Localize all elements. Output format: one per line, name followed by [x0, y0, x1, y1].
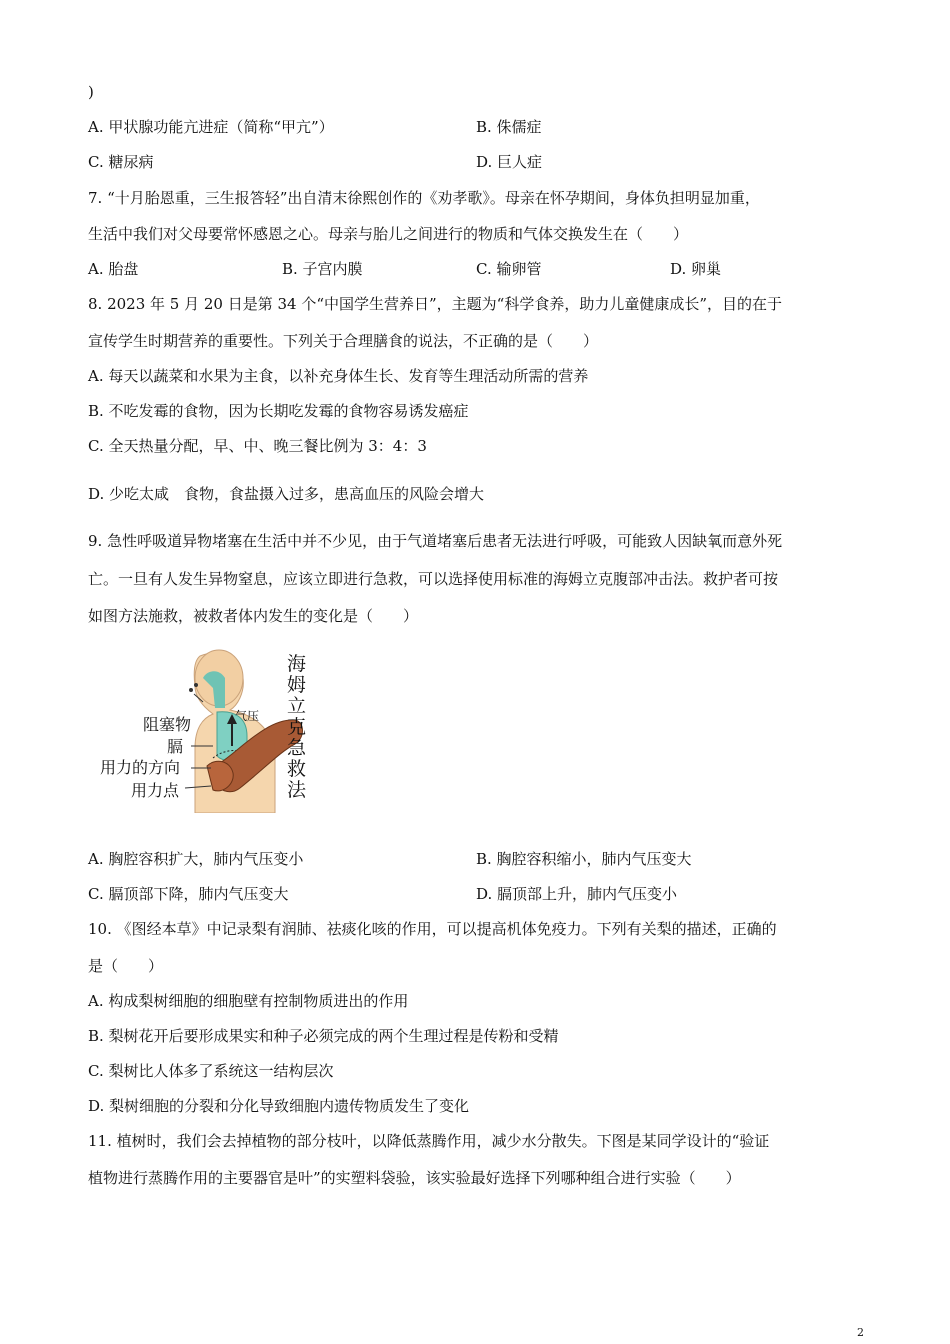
- q8-stem-line2: 宣传学生时期营养的重要性。下列关于合理膳食的说法，不正确的是（ ）: [88, 332, 599, 350]
- fig-label-point: 用力点: [131, 781, 180, 800]
- q6-option-b: B. 侏儒症: [476, 118, 542, 136]
- q8-option-c: C. 全天热量分配，早、中、晚三餐比例为 3：4：3: [88, 437, 427, 455]
- q7-option-b: B. 子宫内膜: [282, 260, 363, 278]
- q10-stem-line2: 是（ ）: [88, 957, 164, 975]
- fig-title-char-4: 克: [287, 716, 307, 738]
- q9-option-a: A. 胸腔容积扩大，肺内气压变小: [88, 850, 304, 868]
- fig-title-char-6: 救: [287, 758, 307, 780]
- heimlich-illustration: [95, 648, 315, 813]
- q10-option-a: A. 构成梨树细胞的细胞壁有控制物质进出的作用: [88, 992, 409, 1010]
- q8-option-a: A. 每天以蔬菜和水果为主食，以补充身体生长、发育等生理活动所需的营养: [88, 367, 589, 385]
- continuation-paren: ): [88, 83, 94, 101]
- fig-label-obstruction: 阻塞物: [143, 715, 192, 734]
- q9-stem-line2: 亡。一旦有人发生异物窒息，应该立即进行急救，可以选择使用标准的海姆立克腹部冲击法。救护者可按: [88, 570, 779, 588]
- fig-title-char-3: 立: [287, 695, 307, 717]
- q10-option-b: B. 梨树花开后要形成果实和种子必须完成的两个生理过程是传粉和受精: [88, 1027, 559, 1045]
- q7-option-a: A. 胎盘: [88, 260, 139, 278]
- q7-option-d: D. 卵巢: [670, 260, 722, 278]
- q7-stem-line1: 7. “十月胎恩重，三生报答轻”出自清末徐熙创作的《劝孝歌》。母亲在怀孕期间，身体负担明显加重，: [88, 189, 760, 207]
- q7-stem-line2: 生活中我们对父母要常怀感恩之心。母亲与胎儿之间进行的物质和气体交换发生在（ ）: [88, 225, 689, 243]
- fig-title-char-7: 法: [287, 779, 307, 801]
- fig-label-pressure: 气压: [235, 709, 260, 723]
- q9-stem-line1: 9. 急性呼吸道异物堵塞在生活中并不少见，由于气道堵塞后患者无法进行呼吸，可能致人因缺氧而意外死: [88, 532, 783, 550]
- q9-stem-line3: 如图方法施救，被救者体内发生的变化是（ ）: [88, 607, 419, 625]
- q10-option-d: D. 梨树细胞的分裂和分化导致细胞内遗传物质发生了变化: [88, 1097, 470, 1115]
- q6-option-d: D. 巨人症: [476, 153, 543, 171]
- q8-option-b: B. 不吃发霉的食物，因为长期吃发霉的食物容易诱发癌症: [88, 402, 469, 420]
- q10-option-c: C. 梨树比人体多了系统这一结构层次: [88, 1062, 334, 1080]
- q8-stem-line1: 8. 2023 年 5 月 20 日是第 34 个“中国学生营养日”，主题为“科学食养，助力儿童健康成长”，目的在于: [88, 295, 783, 313]
- q9-option-d: D. 膈顶部上升，肺内气压变小: [476, 885, 678, 903]
- q7-option-c: C. 输卵管: [476, 260, 542, 278]
- q11-stem-line1: 11. 植树时，我们会去掉植物的部分枝叶，以降低蒸腾作用，减少水分散失。下图是某同学设计的“验证: [88, 1132, 770, 1150]
- q6-option-c: C. 糖尿病: [88, 153, 154, 171]
- q9-option-b: B. 胸腔容积缩小，肺内气压变大: [476, 850, 692, 868]
- fig-label-direction: 用力的方向: [100, 758, 181, 777]
- fig-title-char-2: 姆: [287, 674, 307, 696]
- q6-option-a: A. 甲状腺功能亢进症（简称“甲亢”）: [88, 118, 334, 136]
- page-number: 2: [857, 1326, 864, 1339]
- fig-label-diaphragm: 膈: [167, 737, 184, 756]
- q11-stem-line2: 植物进行蒸腾作用的主要器官是叶”的实塑料袋验，该实验最好选择下列哪种组合进行实验（ ）: [88, 1169, 741, 1187]
- q10-stem-line1: 10. 《图经本草》中记录梨有润肺、祛痰化咳的作用，可以提高机体免疫力。下列有关梨的描述，正确的: [88, 920, 777, 938]
- heimlich-figure: [95, 648, 315, 813]
- fig-title-char-1: 海: [287, 653, 307, 675]
- fig-title-char-5: 急: [287, 737, 307, 759]
- q9-option-c: C. 膈顶部下降，肺内气压变大: [88, 885, 289, 903]
- q8-option-d: D. 少吃太咸 食物，食盐摄入过多，患高血压的风险会增大: [88, 485, 485, 503]
